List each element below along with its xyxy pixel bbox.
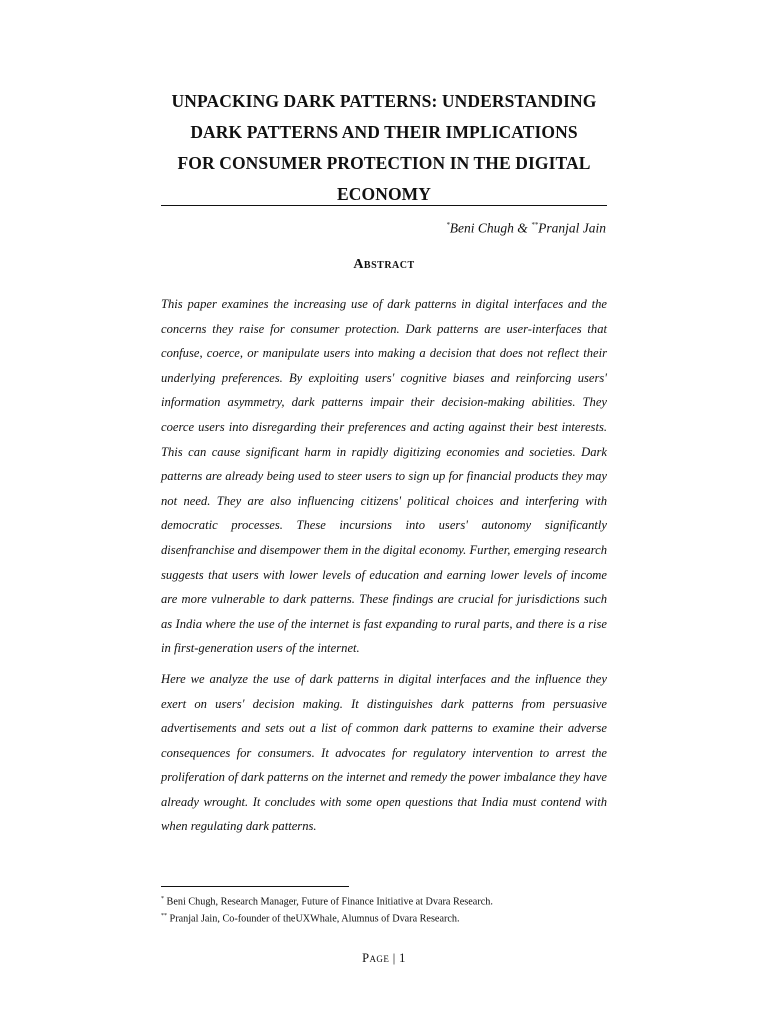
footnote-2-mark: ** bbox=[161, 913, 167, 920]
page-number: Page | 1 bbox=[362, 951, 406, 965]
author-separator: & bbox=[517, 220, 528, 236]
footnote-1 bbox=[161, 892, 607, 909]
abstract-body bbox=[161, 292, 607, 845]
footnotes bbox=[161, 892, 607, 927]
title-divider bbox=[161, 205, 607, 206]
abstract-paragraph-2: Here we analyze the use of dark patterns in digital interfaces and the influence they exert on users' decision making. It distinguishes dark patterns from persuasive advertisements and sets out a list of common dark patterns to examine their adverse consequences for consumers. It advocates for regulatory intervention to arrest the proliferation of dark patterns on the internet and remedy the power imbalance they have already wrought. It concludes with some open questions that India must contend with when regulating dark patterns. bbox=[161, 671, 607, 834]
abstract-heading: Abstract bbox=[353, 257, 415, 272]
author-1-mark: * bbox=[446, 221, 450, 229]
abstract-paragraph-1: This paper examines the increasing use of dark patterns in digital interfaces and the concerns they raise for consumer protection. Dark patterns are user-interfaces that confuse, coerce, or manipulate users into making a decision that does not reflect their underlying preferences. By exploiting users' cognitive biases and reinforcing users' information asymmetry, dark patterns impair their decision-making abilities. They coerce users into disregarding their preferences and acting against their best interests. This can cause significant harm in rapidly digitizing economies and societies. Dark patterns are already being used to steer users to sign up for financial products they may not need. They are also influencing citizens' political choices and interfering with democratic processes. These incursions into users' autonomy significantly disenfranchise and disempower them in the digital economy. Further, emerging research suggests that users with lower levels of education and earning lower levels of income are more vulnerable to dark patterns. These findings are crucial for jurisdictions such as India where the use of the internet is fast expanding to rural parts, and there is a rise in first-generation users of the internet. bbox=[161, 297, 607, 656]
footnote-2 bbox=[161, 909, 607, 926]
title-line-2: DARK PATTERNS AND THEIR IMPLICATIONS bbox=[190, 122, 578, 142]
author-line bbox=[360, 216, 606, 238]
footnote-1-mark: * bbox=[161, 896, 164, 902]
author-2-mark: ** bbox=[531, 221, 539, 229]
title-line-3: FOR CONSUMER PROTECTION IN THE DIGITAL bbox=[177, 153, 591, 173]
author-1-name: Beni Chugh bbox=[449, 220, 514, 236]
author-2-name: Pranjal Jain bbox=[538, 220, 606, 236]
footnote-2-text: Pranjal Jain, Co-founder of theUXWhale, Alumnus of Dvara Research. bbox=[169, 913, 460, 925]
footnote-1-text: Beni Chugh, Research Manager, Future of Finance Initiative at Dvara Research. bbox=[166, 896, 493, 908]
title-line-4: ECONOMY bbox=[336, 184, 432, 204]
title-line-1: UNPACKING DARK PATTERNS: UNDERSTANDING bbox=[171, 91, 597, 111]
paper-title bbox=[150, 86, 618, 210]
footnote-divider bbox=[161, 886, 349, 887]
